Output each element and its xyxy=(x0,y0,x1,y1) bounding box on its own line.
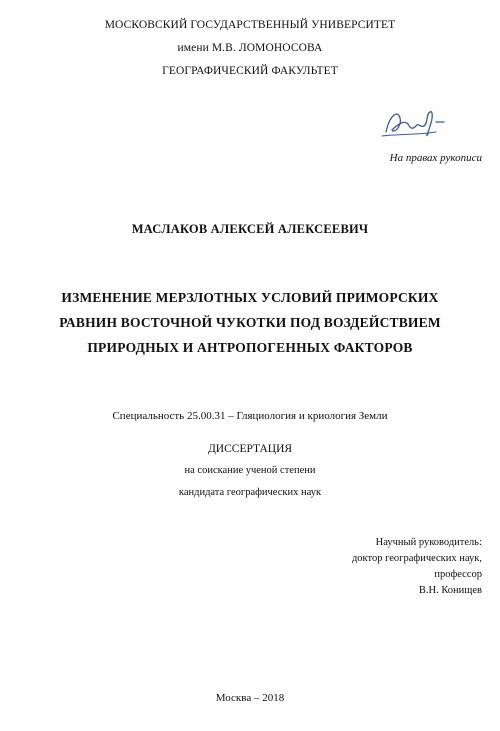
handwritten-signature xyxy=(378,104,448,144)
city-year: Москва – 2018 xyxy=(215,692,285,704)
university-name: МОСКОВСКИЙ ГОСУДАРСТВЕННЫЙ УНИВЕРСИТЕТ xyxy=(104,19,396,31)
supervisor-degree: доктор географических наук, xyxy=(351,553,482,564)
dissertation-title-line: РАВНИН ВОСТОЧНОЙ ЧУКОТКИ ПОД ВОЗДЕЙСТВИЕМ xyxy=(59,315,441,330)
work-type: ДИССЕРТАЦИЯ xyxy=(207,443,293,455)
rights-note: На правах рукописи xyxy=(389,152,482,164)
specialty: Специальность 25.00.31 – Гляциология и криология Земли xyxy=(112,410,388,422)
university-named-after: имени М.В. ЛОМОНОСОВА xyxy=(177,42,323,54)
degree-line: кандидата географических наук xyxy=(178,487,322,498)
degree-line: на соискание ученой степени xyxy=(184,465,316,476)
faculty-name: ГЕОГРАФИЧЕСКИЙ ФАКУЛЬТЕТ xyxy=(162,65,338,77)
supervisor-name: В.Н. Конищев xyxy=(418,585,482,596)
author-name: МАСЛАКОВ АЛЕКСЕЙ АЛЕКСЕЕВИЧ xyxy=(131,222,369,236)
supervisor-rank: профессор xyxy=(434,569,482,580)
dissertation-title-line: ПРИРОДНЫХ И АНТРОПОГЕННЫХ ФАКТОРОВ xyxy=(87,340,413,355)
supervisor-role: Научный руководитель: xyxy=(375,537,482,548)
dissertation-title-line: ИЗМЕНЕНИЕ МЕРЗЛОТНЫХ УСЛОВИЙ ПРИМОРСКИХ xyxy=(61,290,439,305)
